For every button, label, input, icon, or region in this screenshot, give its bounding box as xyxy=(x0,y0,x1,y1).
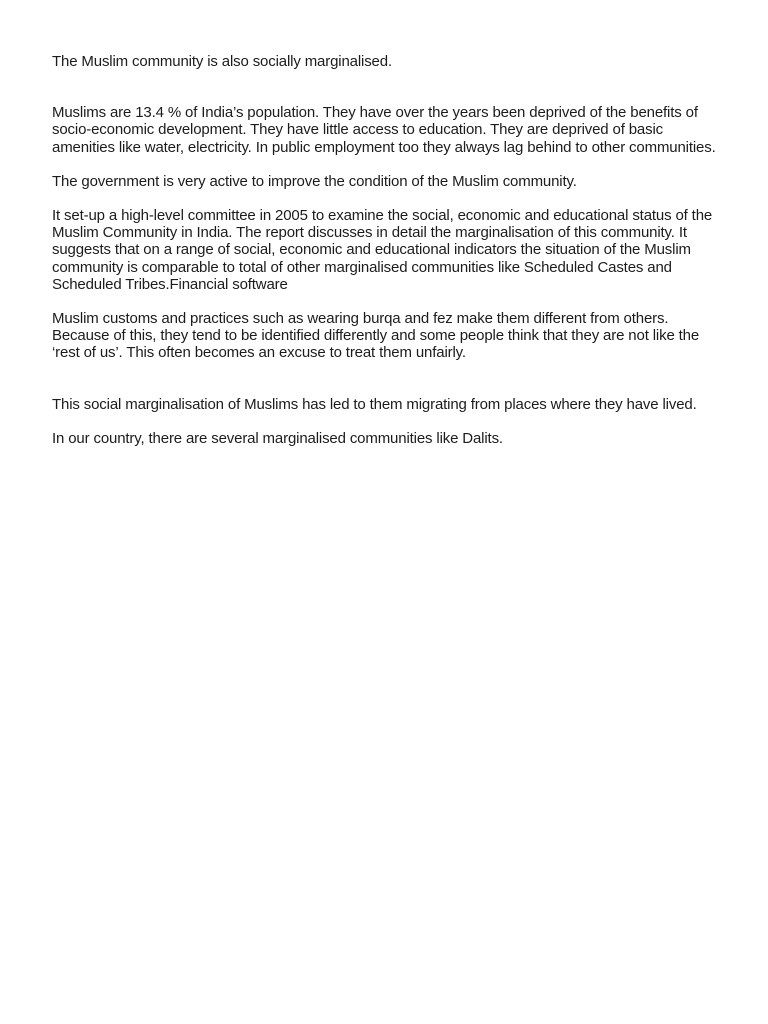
paragraph-6: This social marginalisation of Muslims has led to them migrating from places where they have lived. xyxy=(52,395,697,413)
paragraph-1: The Muslim community is also socially marginalised. xyxy=(52,53,392,70)
paragraph-7: In our country, there are several marginalised communities like Dalits. xyxy=(52,429,503,447)
paragraph-4: It set-up a high-level committee in 2005 to examine the social, economic and educational status of the Muslim Community in India. The report discusses in detail the marginalisation of this community. It suggests that on a range of social, economic and educational indicators the situation of the Muslim community is comparable to total of other marginalised communities like Scheduled Castes and Scheduled Tribes.Financial software xyxy=(52,207,713,293)
paragraph-5: Muslim customs and practices such as wearing burqa and fez make them different from others. Because of this, they tend to be identified differently and some people think that they are not like the ‘rest of us’. This often becomes an excuse to treat them unfairly. xyxy=(52,310,700,362)
document-body xyxy=(52,53,724,447)
paragraph-2: Muslims are 13.4 % of India’s population. They have over the years been deprived of the benefits of socio-economic development. They have little access to education. They are deprived of basic amenities like water, electricity. In public employment too they always lag behind to other communities. xyxy=(52,104,716,156)
paragraph-3: The government is very active to improve the condition of the Muslim community. xyxy=(52,172,577,190)
